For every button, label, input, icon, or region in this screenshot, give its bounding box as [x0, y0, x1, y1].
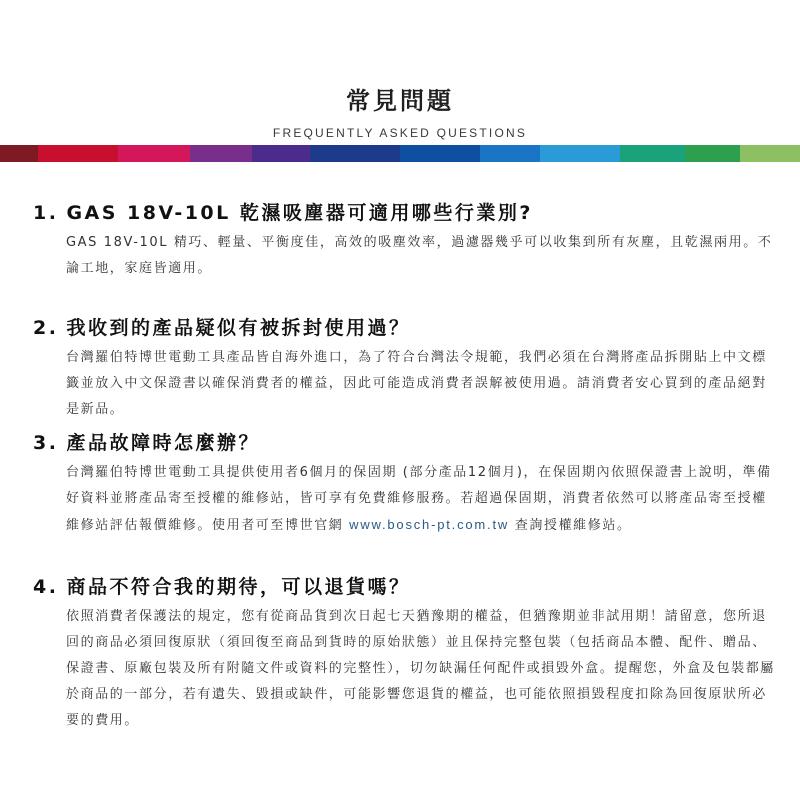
color-segment — [38, 145, 118, 162]
color-segment — [540, 145, 620, 162]
faq-answer: GAS 18V-10L 精巧、輕量、平衡度佳，高效的吸塵效率，過濾器幾乎可以收集到所有灰塵，且乾濕兩用。不論工地，家庭皆適用。 — [66, 235, 773, 276]
faq-question — [33, 200, 533, 226]
faq-question — [33, 430, 260, 456]
color-segment — [740, 145, 800, 162]
faq-question — [33, 574, 410, 600]
color-segment — [310, 145, 400, 162]
question-number: 2. — [33, 317, 59, 339]
color-segment — [480, 145, 540, 162]
faq-answer: 台灣羅伯特博世電動工具產品皆自海外進口，為了符合台灣法令規範，我們必須在台灣將產品拆開貼上中文標籤並放入中文保證書以確保消費者的權益，因此可能造成消費者誤解被使用過。請消費者安心買到的產品絕對是新品。 — [66, 350, 767, 417]
faq-question — [33, 315, 410, 341]
color-segment — [190, 145, 252, 162]
question-text: 商品不符合我的期待，可以退貨嗎？ — [66, 576, 411, 598]
page-subtitle: FREQUENTLY ASKED QUESTIONS — [272, 126, 528, 140]
color-segment — [400, 145, 480, 162]
answer-text: 台灣羅伯特博世電動工具提供使用者6個月的保固期 (部分產品12個月)，在保固期內依照保證書上說明，準備好資料並將產品寄至授權的維修站，皆可享有免費維修服務。若超過保固期，消費者依然可以將產品寄至授權維修站評估報價維修。使用者可至博世官網 — [66, 465, 772, 533]
color-segment — [685, 145, 740, 162]
color-segment — [118, 145, 190, 162]
question-text: 我收到的產品疑似有被拆封使用過？ — [66, 317, 411, 339]
answer-text: 查詢授權維修站。 — [509, 518, 632, 533]
question-number: 1. — [33, 202, 59, 224]
faq-header — [0, 86, 800, 140]
color-segment — [252, 145, 310, 162]
question-number: 3. — [33, 432, 59, 454]
color-segment — [0, 145, 38, 162]
faq-answer: 依照消費者保護法的規定，您有從商品貨到次日起七天猶豫期的權益，但猶豫期並非試用期！請留意，您所退回的商品必須回復原狀（須回復至商品到貨時的原始狀態）並且保持完整包裝（包括商品本體、配件、贈品、保證書、原廠包裝及所有附隨文件或資料的完整性），切勿缺漏任何配件或損毀外盒。提醒您，外盒及包裝都屬於商品的一部分，若有遺失、毀損或缺件，可能影響您退貨的權益，也可能依照損毀程度扣除為回復原狀所必要的費用。 — [66, 609, 775, 728]
faq-answer — [66, 460, 776, 539]
bosch-website-link[interactable]: www.bosch-pt.com.tw — [349, 517, 510, 532]
brand-color-bar — [0, 145, 800, 162]
question-number: 4. — [33, 576, 59, 598]
question-text: GAS 18V-10L 乾濕吸塵器可適用哪些行業別? — [66, 202, 533, 224]
question-text: 產品故障時怎麼辦？ — [66, 432, 260, 454]
page-title: 常見問題 — [346, 87, 454, 115]
color-segment — [620, 145, 685, 162]
